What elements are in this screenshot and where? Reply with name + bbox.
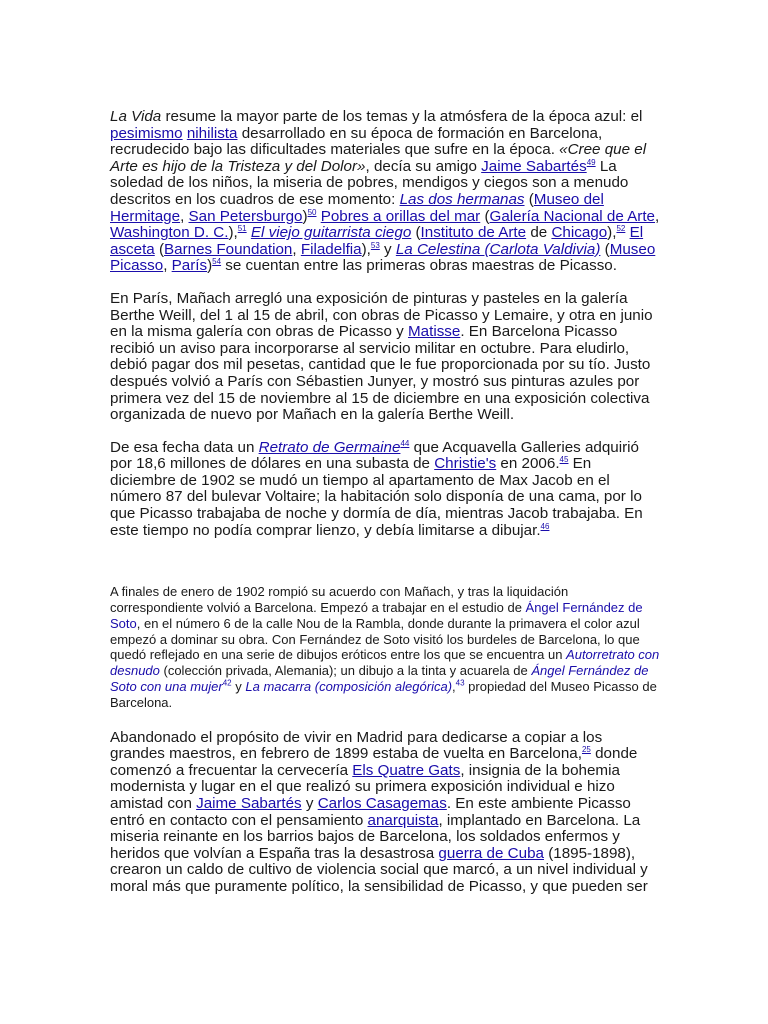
link-san-petersburgo[interactable]: San Petersburgo [188,207,303,225]
ref-44[interactable]: 44 [400,438,410,448]
link-museo-hermitage[interactable]: Museo del Hermitage [110,190,604,225]
link-guitarrista-ciego[interactable]: El viejo guitarrista ciego [250,224,412,242]
ref-45[interactable]: 45 [559,455,569,465]
link-jaime-sabartes[interactable]: Jaime Sabartés [481,157,587,175]
ref-50[interactable]: 50 [307,207,317,217]
ref-51[interactable]: 51 [237,224,247,234]
ref-54[interactable]: 54 [212,257,222,267]
link-pobres-orillas[interactable]: Pobres a orillas del mar [320,207,481,225]
ref-52[interactable]: 52 [616,224,626,234]
link-autorretrato-desnudo[interactable]: Autorretrato con desnudo [110,647,660,679]
paragraph-finales-enero: A finales de enero de 1902 rompió su acuerdo con Mañach, y tras la liquidación correspondiente volvió a Barcelona. Empezó a trabajar en el estudio de Ángel Fernández de Soto, en el número 6 de la calle Nou de la Rambla, donde durante la primavera el color azul empezó a dominar su obra. Con Fernández de Soto visitó los burdeles de Barcelona, lo que quedó reflejado en una serie de dibujos eróticos entre los que se encuentra un Autorretrato con desnudo (colección privada, Alemania); un dibujo a la tinta y acuarela de Ángel Fernández de Soto con una mujer$^{42}$ y La macarra (composición alegórica),$^{43}$ propiedad del Museo Picasso de Barcelona. [110,584,660,710]
ref-53[interactable]: 53 [370,240,380,250]
link-barnes-foundation[interactable]: Barnes Foundation [164,240,293,258]
link-retrato-germaine[interactable]: Retrato de Germaine [258,438,401,456]
ref-42[interactable]: 42 [222,678,232,688]
link-filadelfia[interactable]: Filadelfia [300,240,362,258]
link-chicago[interactable]: Chicago [551,224,608,242]
link-la-celestina[interactable]: La Celestina (Carlota Valdivia) [395,240,601,258]
link-la-macarra[interactable]: La macarra (composición alegórica) [245,679,453,695]
link-anarquista[interactable]: anarquista [367,811,439,829]
link-carlos-casagemas[interactable]: Carlos Casagemas [317,795,447,812]
link-instituto-arte[interactable]: Instituto de Arte [420,224,527,242]
ref-49[interactable]: 49 [586,157,596,167]
paragraph-retrato-germaine: De esa fecha data un Retrato de Germaine$^{44}$ que Acquavella Galleries adquirió por 18,6 millones de dólares en una subasta de Christie's en 2006.45 En diciembre de 1902 se mudó un tiempo al apartamento de Max Jacob en el número 87 del bulevar Voltaire; la habitación solo disponía de una cama, por lo que Picasso trabajaba de noche y dormía de día, mientras Jacob trabajaba. En este tiempo no podía comprar lienzo, y debía limitarse a dibujar.$^{46}$ [110,438,643,539]
ref-43[interactable]: 43 [455,678,465,688]
link-washington[interactable]: Washington D. C. [110,224,229,242]
link-angel-con-mujer[interactable]: Ángel Fernández de Soto con una mujer [110,663,649,695]
link-galeria-nacional[interactable]: Galería Nacional de Arte [489,207,655,225]
title-la-vida: La Vida [110,108,162,125]
link-nihilista[interactable]: nihilista [186,124,238,142]
document-page [110,109,660,896]
link-christies[interactable]: Christie's [434,455,497,473]
link-jaime-sabartes-2[interactable]: Jaime Sabartés [196,795,302,812]
paragraph-paris-manach: En París, Mañach arregló una exposición de pinturas y pasteles en la galería Berthe Weill, del 1 al 15 de abril, con obras de Picasso y Lemaire, y otra en junio en la misma galería con obras de Picasso y Matisse. En Barcelona Picasso recibió un aviso para incorporarse al servicio militar en octubre. Para eludirlo, debió pagar dos mil pesetas, cantidad que le fue proporcionada por su tío. Justo después volvió a París con Sébastien Junyer, y mostró sus pinturas azules por primera vez del 15 de noviembre al 15 de diciembre en una exposición colectiva organizada de nuevo por Mañach en la galería Berthe Weill. [110,289,653,424]
paragraph-la-vida: La Vida resume la mayor parte de los temas y la atmósfera de la época azul: el pesimismo nihilista desarrollado en su época de formación en Barcelona, recrudecido bajo las dificultades materiales que sufre en la época. «Cree que el Arte es hijo de la Tristeza y del Dolor», decía su amigo Jaime Sabartés$^{49}$ La soledad de los niños, la miseria de pobres, mendigos y ciegos son a menudo descritos en los cuadros de ese momento: Las dos hermanas (Museo del Hermitage, San Petersburgo)$^{50}$ Pobres a orillas del mar (Galería Nacional de Arte, Washington D. C.),$^{51}$ El viejo guitarrista ciego (Instituto de Arte de Chicago),$^{52}$ El asceta (Barnes Foundation, Filadelfia),$^{53}$ y La Celestina (Carlota Valdivia) (Museo Picasso, París)$^{54}$ se cuentan entre las primeras obras maestras de Picasso. [110,108,660,275]
link-matisse[interactable]: Matisse [408,323,461,341]
link-pesimismo[interactable]: pesimismo [110,124,183,142]
quote-arte: «Cree que el Arte es hijo de la Tristeza y del Dolor» [110,141,647,175]
link-paris[interactable]: París [171,257,208,275]
link-el-asceta[interactable]: El asceta [110,224,644,258]
paragraph-abandonado-madrid: Abandonado el propósito de vivir en Madrid para dedicarse a copiar a los grandes maestros, en febrero de 1899 estaba de vuelta en Barcelona,$^{25}$ donde comenzó a frecuentar la cervecería Els Quatre Gats, insignia de la bohemia modernista y lugar en el que realizó su primera exposición individual e hizo amistad con Jaime Sabartés y Carlos Casagemas. En este ambiente Picasso entró en contacto con el pensamiento anarquista, implantado en Barcelona. La miseria reinante en los barrios bajos de Barcelona, los soldados enfermos y heridos que volvían a España tras la desastrosa guerra de Cuba (1895-1898), crearon un caldo de cultivo de violencia social que marcó, a un nivel individual y moral más que puramente político, la sensibilidad de Picasso, y que pueden ser [110,728,648,895]
link-museo-picasso[interactable]: Museo Picasso [110,240,656,275]
link-guerra-de-cuba[interactable]: guerra de Cuba [438,844,544,862]
link-els-quatre-gats[interactable]: Els Quatre Gats [352,761,461,779]
link-angel-fernandez-de-soto[interactable]: Ángel Fernández de Soto [110,600,643,631]
link-las-dos-hermanas[interactable]: Las dos hermanas [399,190,525,208]
ref-25[interactable]: 25 [581,745,591,755]
ref-46[interactable]: 46 [540,521,550,531]
